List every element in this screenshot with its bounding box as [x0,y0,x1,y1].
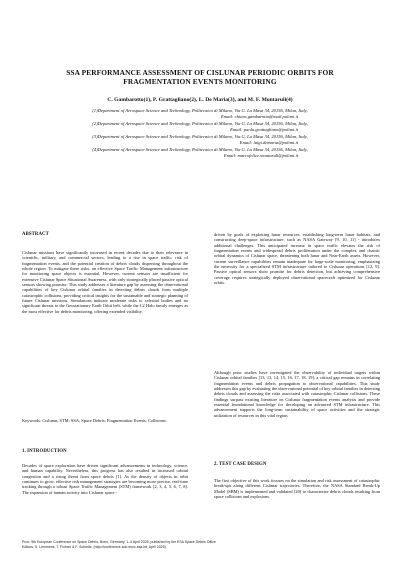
title-line-2: FRAGMENTATION EVENTS MONITORING [123,77,277,86]
footer-line-2: Editors: S. Lemmens, T. Flohrer & F. Schmitz, (http://conference.sdo.esoc.esa.int, April 2025) [22,544,166,549]
introduction-heading: 1. INTRODUCTION [22,449,67,454]
introduction-heading-wrap [22,449,188,455]
test-case-heading-wrap [214,462,380,468]
test-case-heading: 2. TEST CASE DESIGN [214,462,267,467]
affiliation-3-email: Email: luigi.demaria@polimi.it [239,139,298,145]
introduction-text: Decades of space exploration have driven significant advancements in technology, science, and human capability. Nevertheless, this progress has also resulted in increased orbital congestion and a rising threat from space debris [1]. As the density of objects in orbit continues to grow, effective risk management strategies are becoming more precise, real-time tracking through a robust Space Traffic Management (STM) framework [2, 3, 4, 5, 6, 7, 8]. The expansion of human activity into Cislunar space - [22,463,188,495]
footer-line-1: Proc. 9th European Conference on Space Debris, Bonn, Germany, 1–4 April 2025, published by the ESA Space Debris Office [22,540,216,544]
affiliation-2 [24,121,376,132]
keywords [22,418,188,423]
introduction-body [22,463,188,495]
abstract-body [22,250,188,314]
affiliation-2-text: (2)Department of Aerospace Science and Technology, Politecnico di Milano, Via G. La Masa 34, 20156, Milan, Italy, [92,120,308,126]
right-column-paragraph-2 [214,370,380,418]
abstract-text: Cislunar missions have significantly increased in recent decades due to their relevance in scientific, military, and commercial sectors, leading to a rise in space traffic, risk of fragmentation events, and the potential creation of debris clouds dispersing throughout the whole region. To mitigate these risks, an effective Space Traffic Management infrastructure for monitoring space objects is essential. However, current sensors are insufficient for extensive Cislunar Space Situational Awareness, with only strategically placed passive optical sensors showing promise. This study addresses a literature gap by assessing the observational capabilities of key Cislunar orbital families in detecting debris clouds from multiple catastrophic collisions, providing critical insights for the sustainable and strategic planning of future Cislunar missions. Simulations indicate moderate risks to celestial bodies and no significant threats to the Geostationary Earth Orbit belt, while the L2 Halo family emerges as the most effective for debris monitoring, offering extended visibility. [22,250,188,314]
abstract-heading-wrap [22,232,188,238]
affiliation-1-email: Email: chiara.gambarotto@mail.polimi.it [220,113,298,119]
test-case-text: The first objective of this work focuses on the simulation and risk assessment of catastrophic break-ups along different Cislunar trajectories. Therefore, the NASA Standard Break-Up Model (SBM) is implemented and validated [20] to characterize debris clouds resulting from space collisions and explosions. [214,478,380,500]
keywords-text: Keywords: Cislunar; STM; SSA; Space Debris; Fragmentation Events; Collisions. [22,418,167,423]
test-case-body [214,478,380,499]
affiliation-1-text: (1)Department of Aerospace Science and Technology, Politecnico di Milano, Via G. La Masa 34, 20156, Milan, Italy, [92,108,308,113]
affiliation-3 [24,134,376,145]
affiliation-3-text: (3)Department of Aerospace Science and Technology, Politecnico di Milano, Via G. La Masa 34, 20156, Milan, Italy, [92,133,308,139]
affiliations [24,108,376,160]
abstract-heading: ABSTRACT [22,232,49,237]
affiliation-4 [24,147,376,158]
proceedings-footer [22,540,378,549]
right-column-text-2: Although prior studies have investigated the observability of individual targets within Cislunar orbital families [13, 12, 14, 15, 16, 17, 18, 19], a critical gap remains in correlating fragmentation events and debris propagation to observational capabilities. This study addresses this gap by evaluating the observational potential of key orbital families in detecting debris clouds and assessing the risks associated with catastrophic Cislunar collisions. These findings surpass existing literature on Cislunar fragmentation events analysis and provide essential foundational knowledge for developing an advanced STM infrastructure. This advancement supports the long-term sustainability of space activities and the strategic utilization of resources in this vital region. [214,370,380,418]
right-column-paragraph-1 [214,232,380,285]
paper-title [40,68,360,86]
affiliation-4-text: (4)Department of Aerospace Science and Technology, Politecnico di Milano, Via G. La Masa 34, 20156, Milan, Italy, [92,146,308,152]
author-list: C. Gambarotto(1), P. Grattagliano(2), L. De Maria(3), and M. F. Montaruli(4) [107,97,293,103]
right-column-text-1: driven by goals of exploiting lunar resources, establishing long-term lunar habitats, and constructing deep-space infrastructure, such as NASA Gateway [9, 10, 11] - introduces additional challenges. This anticipated increase in space traffic elevates the risk of fragmentation events and widespread debris proliferation under the complex and chaotic orbital dynamics of Cislunar space, threatening both lunar and Near-Earth assets. However, current surveillance capabilities remain inadequate for large-scale monitoring, emphasizing the necessity for a specialized STM infrastructure tailored to Cislunar operations [12, 9]. Passive optical sensors show promise for debris detection, but achieving comprehensive coverage requires strategically deployed observational spacecraft optimized for Cislunar orbits. [214,232,380,286]
title-line-1: SSA PERFORMANCE ASSESSMENT OF CISLUNAR PERIODIC ORBITS FOR [66,68,334,77]
affiliation-4-email: Email: marcofelice.montaruli@polimi.it [223,152,298,158]
affiliation-1 [24,108,376,119]
affiliation-2-email: Email: paola.grattagliano@polimi.it [230,126,298,132]
